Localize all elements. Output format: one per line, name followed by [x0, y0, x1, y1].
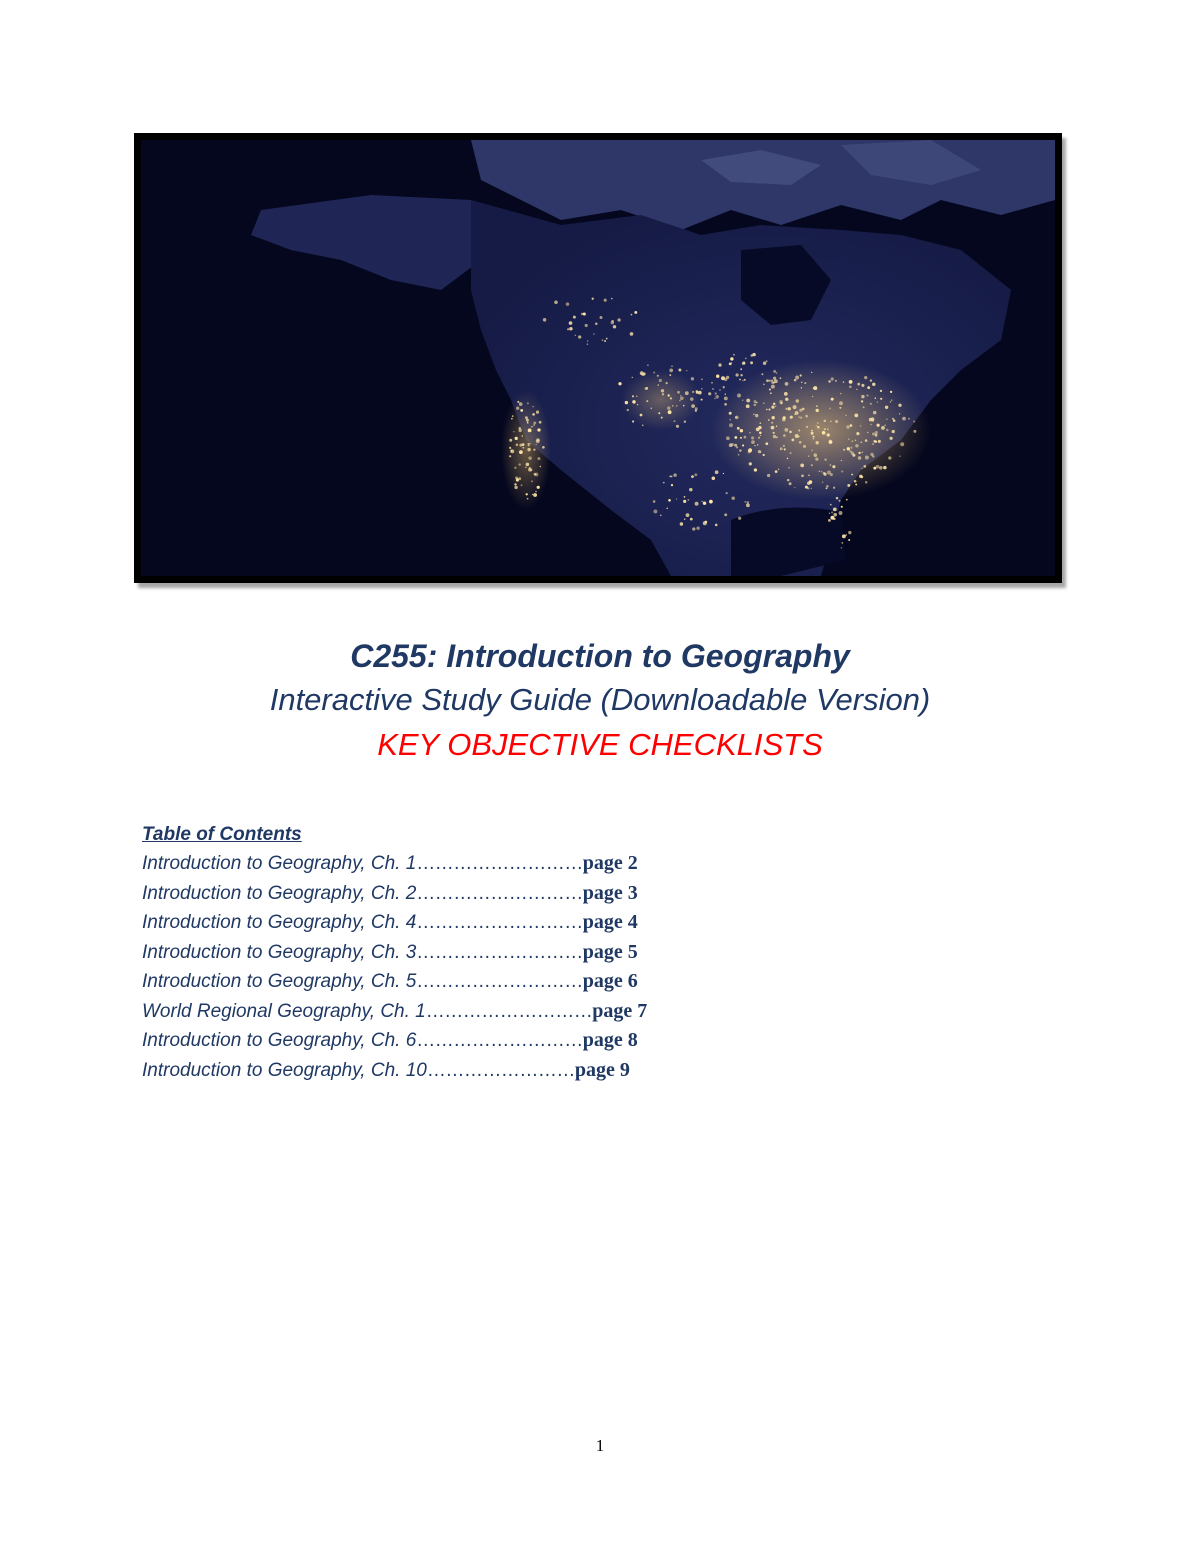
cover-image-frame: [134, 133, 1062, 583]
toc-entry-leader: ………………………: [425, 1000, 593, 1022]
toc-entry[interactable]: [142, 849, 742, 879]
toc-entry-leader: ………………………: [416, 882, 583, 904]
toc-entry-leader: ………………………: [416, 971, 583, 992]
toc-entry-leader: ………………………: [416, 1030, 583, 1051]
toc-entry-label: Introduction to Geography, Ch. 6: [142, 1030, 417, 1051]
toc-entry-label: Introduction to Geography, Ch. 3: [142, 941, 417, 963]
toc-entry-leader: ………………………: [416, 853, 583, 874]
toc-entry-page: page 7: [592, 999, 648, 1022]
toc-entry-leader: ……………………: [426, 1059, 575, 1081]
toc-entry[interactable]: [142, 997, 742, 1027]
study-guide-subtitle: Interactive Study Guide (Downloadable Version): [269, 682, 931, 717]
toc-entry-page: page 4: [582, 911, 638, 933]
toc-entry-label: Introduction to Geography, Ch. 5: [142, 971, 417, 992]
toc-entry-page: page 3: [582, 881, 638, 904]
toc-list: [142, 849, 742, 1085]
table-of-contents: [142, 821, 742, 1085]
toc-entry[interactable]: [142, 908, 742, 938]
page-number: 1: [595, 1436, 605, 1455]
course-title: C255: Introduction to Geography: [350, 638, 850, 674]
checklist-heading: KEY OBJECTIVE CHECKLISTS: [377, 727, 823, 762]
toc-heading: Table of Contents: [142, 824, 302, 845]
toc-entry-page: page 2: [582, 852, 638, 874]
toc-entry-label: World Regional Geography, Ch. 1: [142, 1000, 426, 1022]
toc-entry-label: Introduction to Geography, Ch. 2: [142, 882, 417, 904]
toc-entry-label: Introduction to Geography, Ch. 4: [142, 912, 417, 933]
toc-entry-page: page 9: [574, 1058, 630, 1081]
toc-entry[interactable]: [142, 967, 742, 997]
toc-entry-label: Introduction to Geography, Ch. 1: [142, 853, 417, 874]
toc-entry[interactable]: [142, 1026, 742, 1056]
north-america-night-lights-image: [141, 140, 1055, 576]
toc-entry-leader: ………………………: [416, 941, 583, 963]
toc-entry-label: Introduction to Geography, Ch. 10: [142, 1059, 427, 1081]
toc-entry[interactable]: [142, 1056, 742, 1086]
toc-entry-page: page 8: [582, 1029, 638, 1051]
toc-entry[interactable]: [142, 938, 742, 968]
toc-entry-page: page 5: [582, 940, 638, 963]
toc-entry-leader: ………………………: [416, 912, 583, 933]
toc-entry-page: page 6: [582, 970, 638, 992]
title-block: [0, 634, 1200, 768]
toc-entry[interactable]: [142, 879, 742, 909]
